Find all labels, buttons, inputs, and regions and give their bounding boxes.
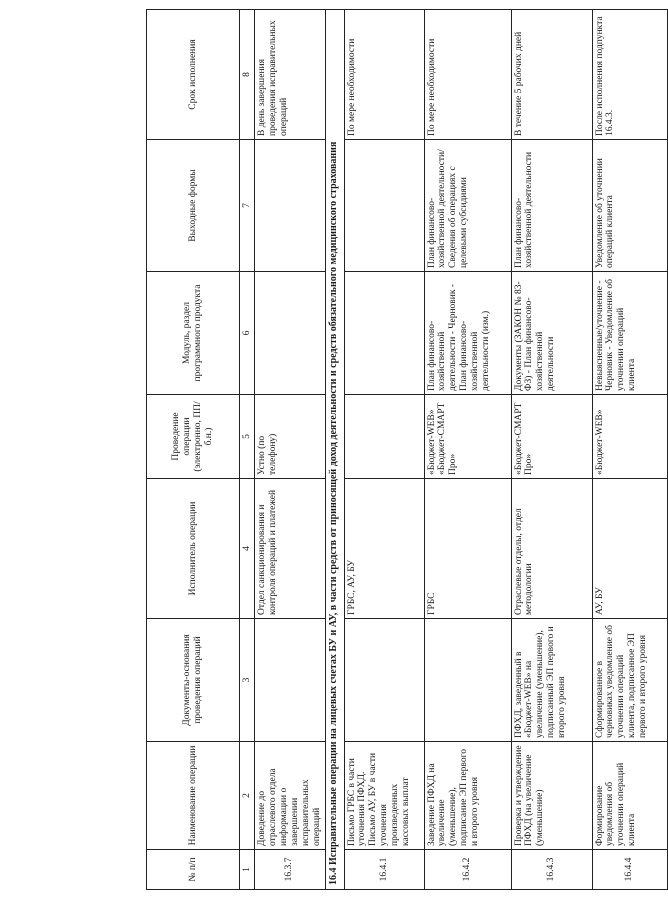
header-outputs: Выходные формы [147,140,240,272]
row-number: 16.4.2 [424,850,511,890]
execution-mode: «Бюджет-WEB» [592,395,667,479]
row-number: 16.4.3 [511,850,592,890]
execution-mode: «Бюджет-WEB» «Бюджет-СМАРТ Про» [424,395,511,479]
output-forms: План финансово-хозяйственной деятельности/Сведения об операциях с целевыми субсидиями [424,140,511,272]
deadline: По мере необходимости [344,10,424,140]
deadline: В течение 5 рабочих дней [511,10,592,140]
row-number: 16.3.7 [255,850,326,890]
column-number: 2 [240,742,255,850]
base-documents: Сформированное в черновиках уведомление об уточнении операций клиента, подписанное ЭП первого и второго уровня [592,619,667,742]
header-executor: Исполнитель операции [147,479,240,619]
column-number: 4 [240,479,255,619]
column-number: 3 [240,619,255,742]
header-name: Наименование операции [147,742,240,850]
software-module [344,272,424,395]
execution-mode [344,395,424,479]
table-row [592,10,667,890]
header-docs: Документы-основания проведения операций [147,619,240,742]
column-number: 6 [240,272,255,395]
executor: ГРБС, АУ, БУ [344,479,424,619]
base-documents [424,619,511,742]
table-row [255,10,326,890]
operation-name: Письмо ГРБС в части уточнения ПФХД. Письмо АУ, БУ в части уточнения произведенных кассовых выплат [344,742,424,850]
operation-name: Доведение до отраслевого отдела информации о завершении исправительных операций [255,742,326,850]
table-row [424,10,511,890]
column-number: 7 [240,140,255,272]
execution-mode: «Бюджет-СМАРТ Про» [511,395,592,479]
column-number: 8 [240,10,255,140]
output-forms: Уведомление об уточнении операций клиента [592,140,667,272]
header-row [147,10,240,890]
header-module: Модуль, раздел программного продукта [147,272,240,395]
header-mode: Проведение операции (электронно, ПП/б.н.) [147,395,240,479]
operation-name: Проверка и утверждение ПФХД (на увеличение (уменьшение) [511,742,592,850]
table-row [344,10,424,890]
executor: ГРБС [424,479,511,619]
section-title: 16.4 Исправительные операции на лицевых счетах БУ и АУ, в части средств от приносящей доход деятельности и средств обязательного медицинского страхования [325,10,344,890]
operation-name: Заведение ПФХД на увеличение (уменьшение), подписание ЭП первого и второго уровня [424,742,511,850]
deadline: В день завершения проведения исправительных операций [255,10,326,140]
operations-table [146,9,668,890]
base-documents [344,619,424,742]
column-number-row [240,10,255,890]
software-module: Невыясненные/уточнение - Черновик - Уведомление об уточнении операций клиента [592,272,667,395]
execution-mode: Устно (по телефону) [255,395,326,479]
section-row [325,10,344,890]
base-documents: ПФХД, заведенный в «Бюджет-WEB» на увеличение (уменьшение), подписанный ЭП первого и второго уровня [511,619,592,742]
header-deadline: Срок исполнения [147,10,240,140]
executor: Отраслевые отделы, отдел методологии [511,479,592,619]
operation-name: Формирование уведомления об уточнении операций клиента [592,742,667,850]
table-row [511,10,592,890]
column-number: 5 [240,395,255,479]
column-number: 1 [240,850,255,890]
executor: Отдел санкционирования и контроля операций и платежей [255,479,326,619]
software-module: Документы (ЗАКОН № 83-ФЗ) - План финансово-хозяйственной деятельности [511,272,592,395]
row-number: 16.4.4 [592,850,667,890]
software-module: План финансово-хозяйственной деятельности - Черновик - План финансово-хозяйственной деятельности (изм.) [424,272,511,395]
software-module [255,272,326,395]
output-forms: План финансово-хозяйственной деятельности [511,140,592,272]
deadline: После исполнения подпункта 16.4.3. [592,10,667,140]
executor: АУ, БУ [592,479,667,619]
row-number: 16.4.1 [344,850,424,890]
output-forms [255,140,326,272]
output-forms [344,140,424,272]
header-num: № п/п [147,850,240,890]
base-documents [255,619,326,742]
deadline: По мере необходимости [424,10,511,140]
